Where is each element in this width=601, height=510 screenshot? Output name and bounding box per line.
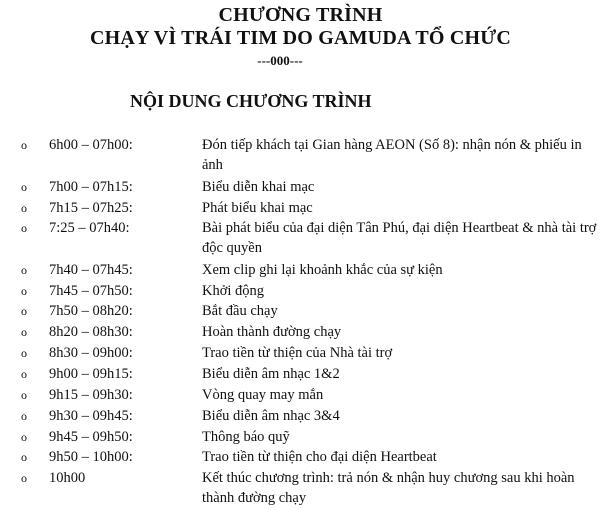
schedule-time: 7h00 – 07h15: xyxy=(49,179,133,195)
schedule-description: Biểu diễn khai mạc xyxy=(202,179,315,195)
schedule-description: Trao tiền từ thiện của Nhà tài trợ xyxy=(202,345,393,361)
bullet-icon: o xyxy=(21,263,27,277)
schedule-time: 7h45 – 07h50: xyxy=(49,283,133,299)
bullet-icon: o xyxy=(21,138,27,152)
document-title-line2: CHẠY VÌ TRÁI TIM DO GAMUDA TỔ CHỨC xyxy=(89,27,512,49)
bullet-icon: o xyxy=(21,450,27,464)
bullet-icon: o xyxy=(21,180,27,194)
bullet-icon: o xyxy=(21,409,27,423)
section-heading: NỘI DUNG CHƯƠNG TRÌNH xyxy=(130,91,372,111)
schedule-description: Thông báo quỹ xyxy=(202,429,290,445)
schedule-time: 9h45 – 09h50: xyxy=(49,429,133,445)
bullet-icon: o xyxy=(21,367,27,381)
title-divider: ---000--- xyxy=(257,53,303,68)
schedule-time: 7:25 – 07h40: xyxy=(49,220,130,236)
schedule-time: 7h15 – 07h25: xyxy=(49,200,133,216)
schedule-time: 7h50 – 08h20: xyxy=(49,303,133,319)
schedule-time: 9h00 – 09h15: xyxy=(49,366,133,382)
schedule-description: Xem clip ghi lại khoảnh khắc của sự kiện xyxy=(202,262,443,278)
bullet-icon: o xyxy=(21,346,27,360)
bullet-icon: o xyxy=(21,304,27,318)
schedule-time: 10h00 xyxy=(49,470,86,486)
schedule-description: Bắt đầu chạy xyxy=(202,303,278,319)
schedule-time: 8h30 – 09h00: xyxy=(49,345,133,361)
schedule-time: 7h40 – 07h45: xyxy=(49,262,133,278)
schedule-description: Phát biểu khai mạc xyxy=(202,200,313,216)
schedule-description: Kết thúc chương trình: trả nón & nhận huy chương sau khi hoàn thành đường chạy xyxy=(202,470,575,506)
schedule-description: Hoàn thành đường chạy xyxy=(202,324,342,340)
bullet-icon: o xyxy=(21,430,27,444)
bullet-icon: o xyxy=(21,325,27,339)
schedule-description: Vòng quay may mắn xyxy=(202,387,324,403)
bullet-icon: o xyxy=(21,471,27,485)
schedule-description: Khởi động xyxy=(202,283,265,299)
bullet-icon: o xyxy=(21,221,27,235)
document-title-line1: CHƯƠNG TRÌNH xyxy=(218,4,383,26)
schedule-description: Trao tiền từ thiện cho đại diện Heartbeat xyxy=(202,449,437,465)
schedule-description: Bài phát biểu của đại diện Tân Phú, đại diện Heartbeat & nhà tài trợ độc quyền xyxy=(202,220,597,256)
schedule-description: Biểu diễn âm nhạc 1&2 xyxy=(202,366,340,382)
schedule-time: 9h30 – 09h45: xyxy=(49,408,133,424)
schedule-time: 9h15 – 09h30: xyxy=(49,387,133,403)
bullet-icon: o xyxy=(21,201,27,215)
schedule-description: Đón tiếp khách tại Gian hàng AEON (Số 8): nhận nón & phiếu in ảnh xyxy=(202,137,582,173)
schedule-time: 6h00 – 07h00: xyxy=(49,137,133,153)
bullet-icon: o xyxy=(21,284,27,298)
schedule-time: 8h20 – 08h30: xyxy=(49,324,133,340)
schedule-time: 9h50 – 10h00: xyxy=(49,449,133,465)
bullet-icon: o xyxy=(21,388,27,402)
schedule-description: Biểu diễn âm nhạc 3&4 xyxy=(202,408,340,424)
